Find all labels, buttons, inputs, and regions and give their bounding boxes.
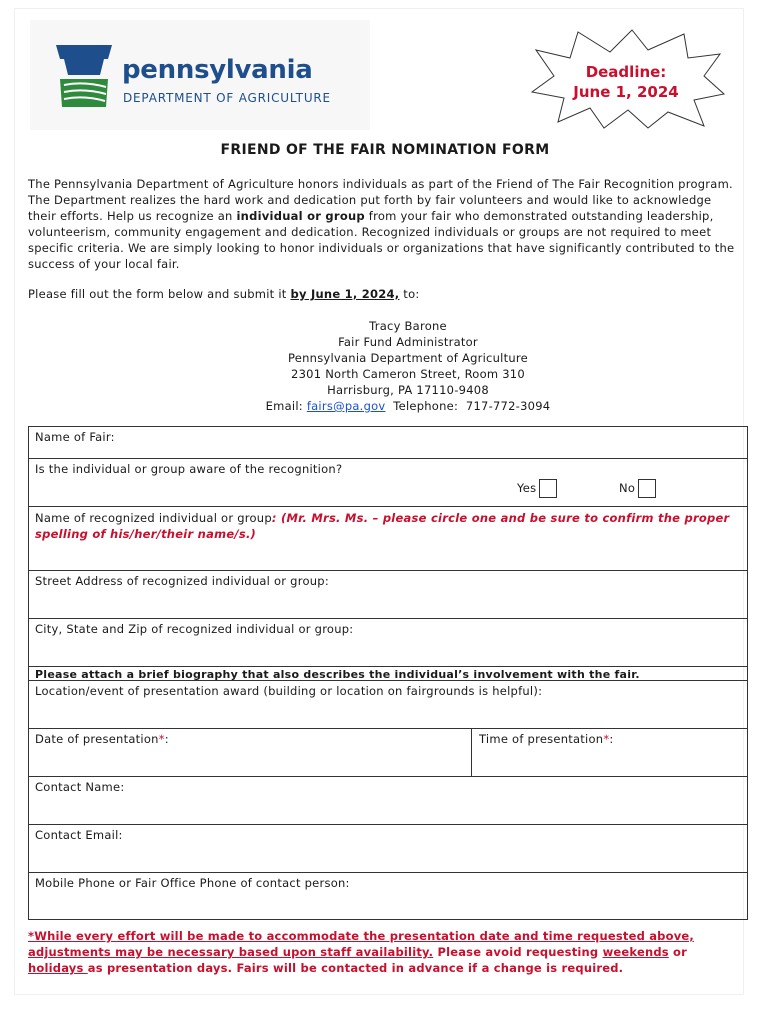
no-option[interactable]: [619, 479, 656, 498]
no-checkbox[interactable]: [638, 479, 656, 498]
date-colon: :: [164, 732, 169, 746]
yes-option[interactable]: [517, 479, 557, 498]
fair-name-field[interactable]: [29, 427, 747, 459]
contact-phone-field[interactable]: [29, 873, 747, 919]
contact-name-field[interactable]: [29, 777, 747, 825]
city-state-zip-field[interactable]: [29, 619, 747, 667]
nominee-label-text: Name of recognized individual or group: [35, 511, 272, 525]
intro-paragraph: [28, 176, 740, 272]
date-field[interactable]: [35, 732, 169, 746]
no-label: No: [619, 481, 636, 495]
keystone-logo-icon: [52, 45, 116, 111]
email-label: Email:: [265, 399, 307, 413]
address-contact: [0, 398, 770, 414]
contact-phone-label: Mobile Phone or Fair Office Phone of contact person:: [35, 876, 350, 890]
footnote-text-1: Please avoid requesting: [433, 945, 603, 959]
awareness-field: [29, 459, 747, 507]
nomination-form: [28, 426, 748, 920]
date-label: Date of presentation: [35, 732, 159, 746]
logo-wordmark: pennsylvania: [122, 55, 313, 85]
address-role: Fair Fund Administrator: [338, 335, 478, 349]
time-label: Time of presentation: [479, 732, 604, 746]
address-name: Tracy Barone: [369, 319, 447, 333]
footnote-holidays: holidays: [28, 961, 88, 975]
address-street: 2301 North Cameron Street, Room 310: [291, 367, 525, 381]
nominee-name-field[interactable]: [29, 507, 747, 571]
phone-text: Telephone: 717-772-3094: [385, 399, 551, 413]
nominee-label: [35, 510, 735, 542]
yes-label: Yes: [517, 481, 537, 495]
date-time-divider: [471, 729, 472, 776]
date-required-star: *: [158, 732, 165, 746]
location-label: Location/event of presentation award (building or location on fairgrounds is helpful):: [35, 684, 543, 698]
intro-bold: individual or group: [236, 209, 365, 223]
deadline-date: June 1, 2024: [573, 83, 679, 101]
footnote-weekends: weekends: [602, 945, 669, 959]
footnote: [28, 928, 738, 976]
deadline-label: [560, 62, 692, 102]
address-org: Pennsylvania Department of Agriculture: [288, 351, 528, 365]
contact-email-field[interactable]: [29, 825, 747, 873]
footnote-text-2: or: [668, 945, 687, 959]
yes-checkbox[interactable]: [539, 479, 557, 498]
date-time-row: [29, 729, 747, 777]
fair-name-label: Name of Fair:: [35, 430, 115, 444]
email-link[interactable]: fairs@pa.gov: [306, 399, 386, 413]
footnote-disclaimer: *While every effort will be made to accommodate the presentation date and time requested above, adjustments may be necessary based upon staff availability.: [28, 929, 694, 959]
submit-date: by June 1, 2024,: [290, 287, 400, 301]
contact-name-label: Contact Name:: [35, 780, 125, 794]
awareness-label: Is the individual or group aware of the recognition?: [35, 462, 343, 476]
footnote-text-3: as presentation days. Fairs will be contacted in advance if a change is required.: [87, 961, 624, 975]
time-colon: :: [609, 732, 614, 746]
logo-department: DEPARTMENT OF AGRICULTURE: [123, 91, 331, 105]
address-city: Harrisburg, PA 17110-9408: [327, 383, 489, 397]
mailing-address: [0, 318, 770, 414]
page-title: FRIEND OF THE FAIR NOMINATION FORM: [220, 142, 550, 158]
street-address-field[interactable]: [29, 571, 747, 619]
intro-text-2: from your fair who demonstrated outstanding leadership, volunteerism, community engagement and dedication. Recognized individuals or groups are not required to meet specific criteria. We are simply looking to honor individuals or organizations that have significantly contributed to the success of your local fair.: [28, 209, 735, 271]
street-address-label: Street Address of recognized individual or group:: [35, 574, 329, 588]
time-field[interactable]: [479, 732, 613, 746]
submit-prefix: Please fill out the form below and submit it: [28, 287, 291, 301]
submit-instructions: [28, 287, 740, 301]
time-required-star: *: [603, 732, 610, 746]
biography-note-row: [29, 667, 747, 681]
intro-text: The Pennsylvania Department of Agriculture honors individuals as part of the Friend of The Fair Recognition program. The Department realizes the hard work and dedication put forth by fair volunteers and would like to acknowledge their efforts. Help us recognize an: [28, 177, 733, 223]
city-state-zip-label: City, State and Zip of recognized individual or group:: [35, 622, 354, 636]
submit-suffix: to:: [399, 287, 420, 301]
biography-note: Please attach a brief biography that also describes the individual’s involvement with the fair.: [35, 668, 640, 681]
contact-email-label: Contact Email:: [35, 828, 123, 842]
nominee-note: : (Mr. Mrs. Ms. – please circle one and be sure to confirm the proper spelling of his/her/their name/s.): [35, 511, 730, 541]
location-field[interactable]: [29, 681, 747, 729]
deadline-line1: Deadline:: [585, 63, 667, 81]
